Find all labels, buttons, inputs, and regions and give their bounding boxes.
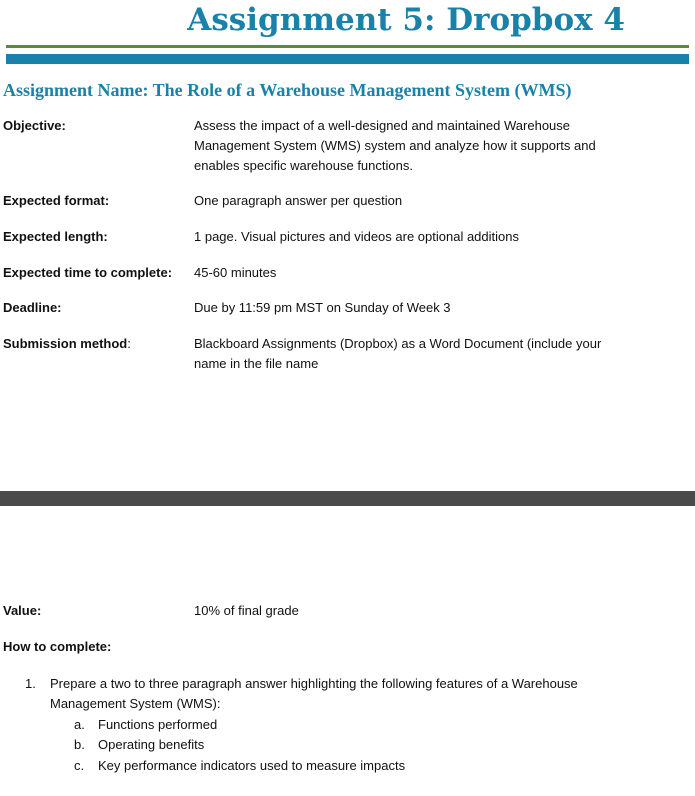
objective-value: Assess the impact of a well-designed and maintained Warehouse Management System (WMS) system and analyze how it supports and enables specific warehouse functions.: [194, 118, 596, 173]
subitem-text: Key performance indicators used to measure impacts: [98, 758, 406, 773]
header-rule-green: [6, 45, 689, 48]
time-value: 45-60 minutes: [194, 265, 277, 280]
value-value: 10% of final grade: [194, 603, 299, 618]
list-item-number: 1.: [25, 676, 36, 691]
header-rule-blue: [6, 54, 689, 64]
length-label: Expected length:: [3, 229, 108, 244]
subitem-letter: c.: [74, 758, 85, 773]
value-label: Value:: [3, 603, 42, 618]
submission-value: Blackboard Assignments (Dropbox) as a Word Document (include your name in the file name: [194, 336, 602, 371]
deadline-value: Due by 11:59 pm MST on Sunday of Week 3: [194, 300, 451, 315]
document-title: Assignment 5: Dropbox 4: [187, 2, 625, 38]
subitem-letter: b.: [74, 737, 85, 752]
list-item-text: Prepare a two to three paragraph answer highlighting the following features of a Warehouse Management System (WMS):: [50, 676, 578, 711]
submission-label-text: Submission method: [3, 336, 128, 351]
subitem-text: Functions performed: [98, 717, 218, 732]
how-to-complete-label: How to complete:: [3, 639, 112, 654]
format-value: One paragraph answer per question: [194, 193, 403, 208]
subitem-text: Operating benefits: [98, 737, 205, 752]
assignment-name: Assignment Name: The Role of a Warehouse Management System (WMS): [3, 80, 572, 100]
time-label: Expected time to complete:: [3, 265, 173, 280]
format-label: Expected format:: [3, 193, 110, 208]
subitem-letter: a.: [74, 717, 85, 732]
page-break-divider: [0, 491, 695, 506]
submission-label: [3, 336, 131, 351]
length-value: 1 page. Visual pictures and videos are optional additions: [194, 229, 519, 244]
submission-label-colon: :: [127, 336, 131, 351]
objective-label: Objective:: [3, 118, 66, 133]
deadline-label: Deadline:: [3, 300, 62, 315]
